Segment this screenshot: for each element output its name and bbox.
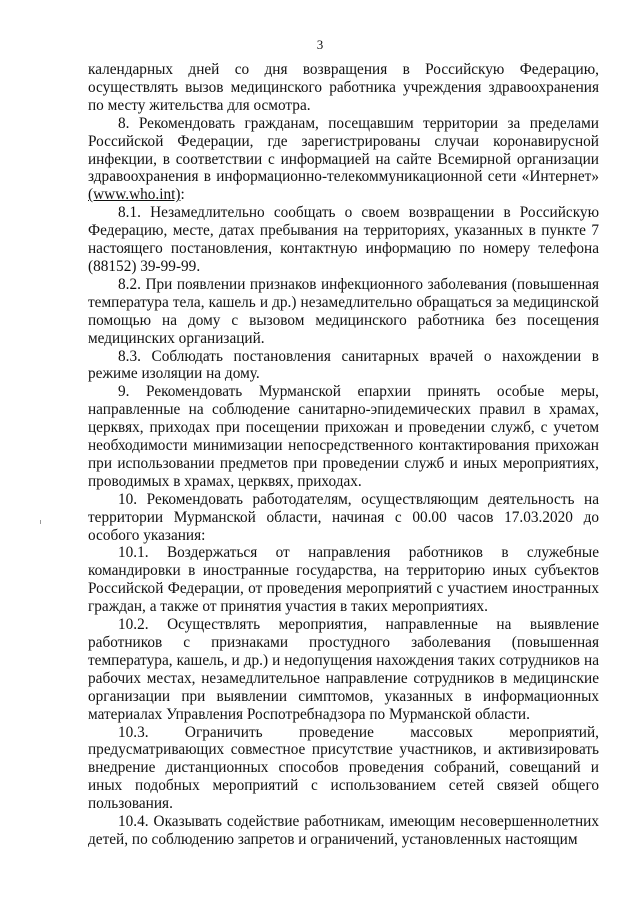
who-website-link[interactable]: (www.who.int) [88, 186, 181, 204]
paragraph-10-4: 10.4. Оказывать содействие работникам, имеющим несовершеннолетних детей, по соблюдению запретов и ограничений, установленных настоящим [88, 813, 599, 848]
paragraph-10-1: 10.1. Воздержаться от направления работников в служебные командировки в иностранные государства, на территорию иных субъектов Российской Федерации, от проведения мероприятий с участием иностранных граждан, а также от принятия участия в таких мероприятиях. [88, 544, 599, 616]
paragraph-8-1: 8.1. Незамедлительно сообщать о своем возвращении в Российскую Федерацию, месте, датах пребывания на территориях, указанных в пункте 7 настоящего постановления, контактную информацию по номеру телефона (88152) 39-99-99. [88, 204, 599, 275]
paragraph-8-text: 8. Рекомендовать гражданам, посещавшим территории за пределами Российской Федерации, где зарегистрированы случаи коронавирусной инфекции, в соответствии с информацией на сайте Всемирной организации здравоохранения в информационно-телекоммуникационной сети «Интернет» [88, 114, 599, 186]
paragraph-10-2: 10.2. Осуществлять мероприятия, направленные на выявление работников с признаками простудного заболевания (повышенная температура, кашель, и др.) и недопущения нахождения таких сотрудников на рабочих местах, незамедлительное направление сотрудников в медицинские организации при выявлении симптомов, указанных в информационных материалах Управления Роспотребнадзора по Мурманской области. [88, 616, 599, 723]
paragraph-continuation: календарных дней со дня возвращения в Российскую Федерацию, осуществлять вызов медицинского работника учреждения здравоохранения по месту жительства для осмотра. [88, 61, 599, 114]
document-body [88, 61, 599, 849]
paragraph-10-3: 10.3. Ограничить проведение массовых мероприятий, предусматривающих совместное присутствие участников, и активизировать внедрение дистанционных способов проведения собраний, совещаний и иных подобных мероприятий с использованием сетей связей общего пользования. [88, 723, 599, 813]
paragraph-8-3: 8.3. Соблюдать постановления санитарных врачей о нахождении в режиме изоляции на дому. [88, 347, 599, 383]
paragraph-10: 10. Рекомендовать работодателям, осуществляющим деятельность на территории Мурманской области, начиная с 00.00 часов 17.03.2020 до особого указания: [88, 490, 599, 544]
paragraph-8 [88, 115, 599, 205]
page-number: 3 [316, 37, 324, 52]
paragraph-8-tail: : [180, 186, 185, 204]
paragraph-9: 9. Рекомендовать Мурманской епархии принять особые меры, направленные на соблюдение санитарно-эпидемических правил в храмах, церквях, приходах при посещении прихожан и проведении служб, с учетом необходимости минимизации непосредственного контактирования прихожан при использовании предметов при проведении служб и иных мероприятиях, проводимых в храмах, церквях, приходах. [88, 383, 599, 490]
paragraph-8-2: 8.2. При появлении признаков инфекционного заболевания (повышенная температура тела, кашель и др.) незамедлительно обращаться за медицинской помощью на дому с вызовом медицинского работника без посещения медицинских организаций. [88, 275, 599, 347]
margin-mark [40, 520, 41, 524]
